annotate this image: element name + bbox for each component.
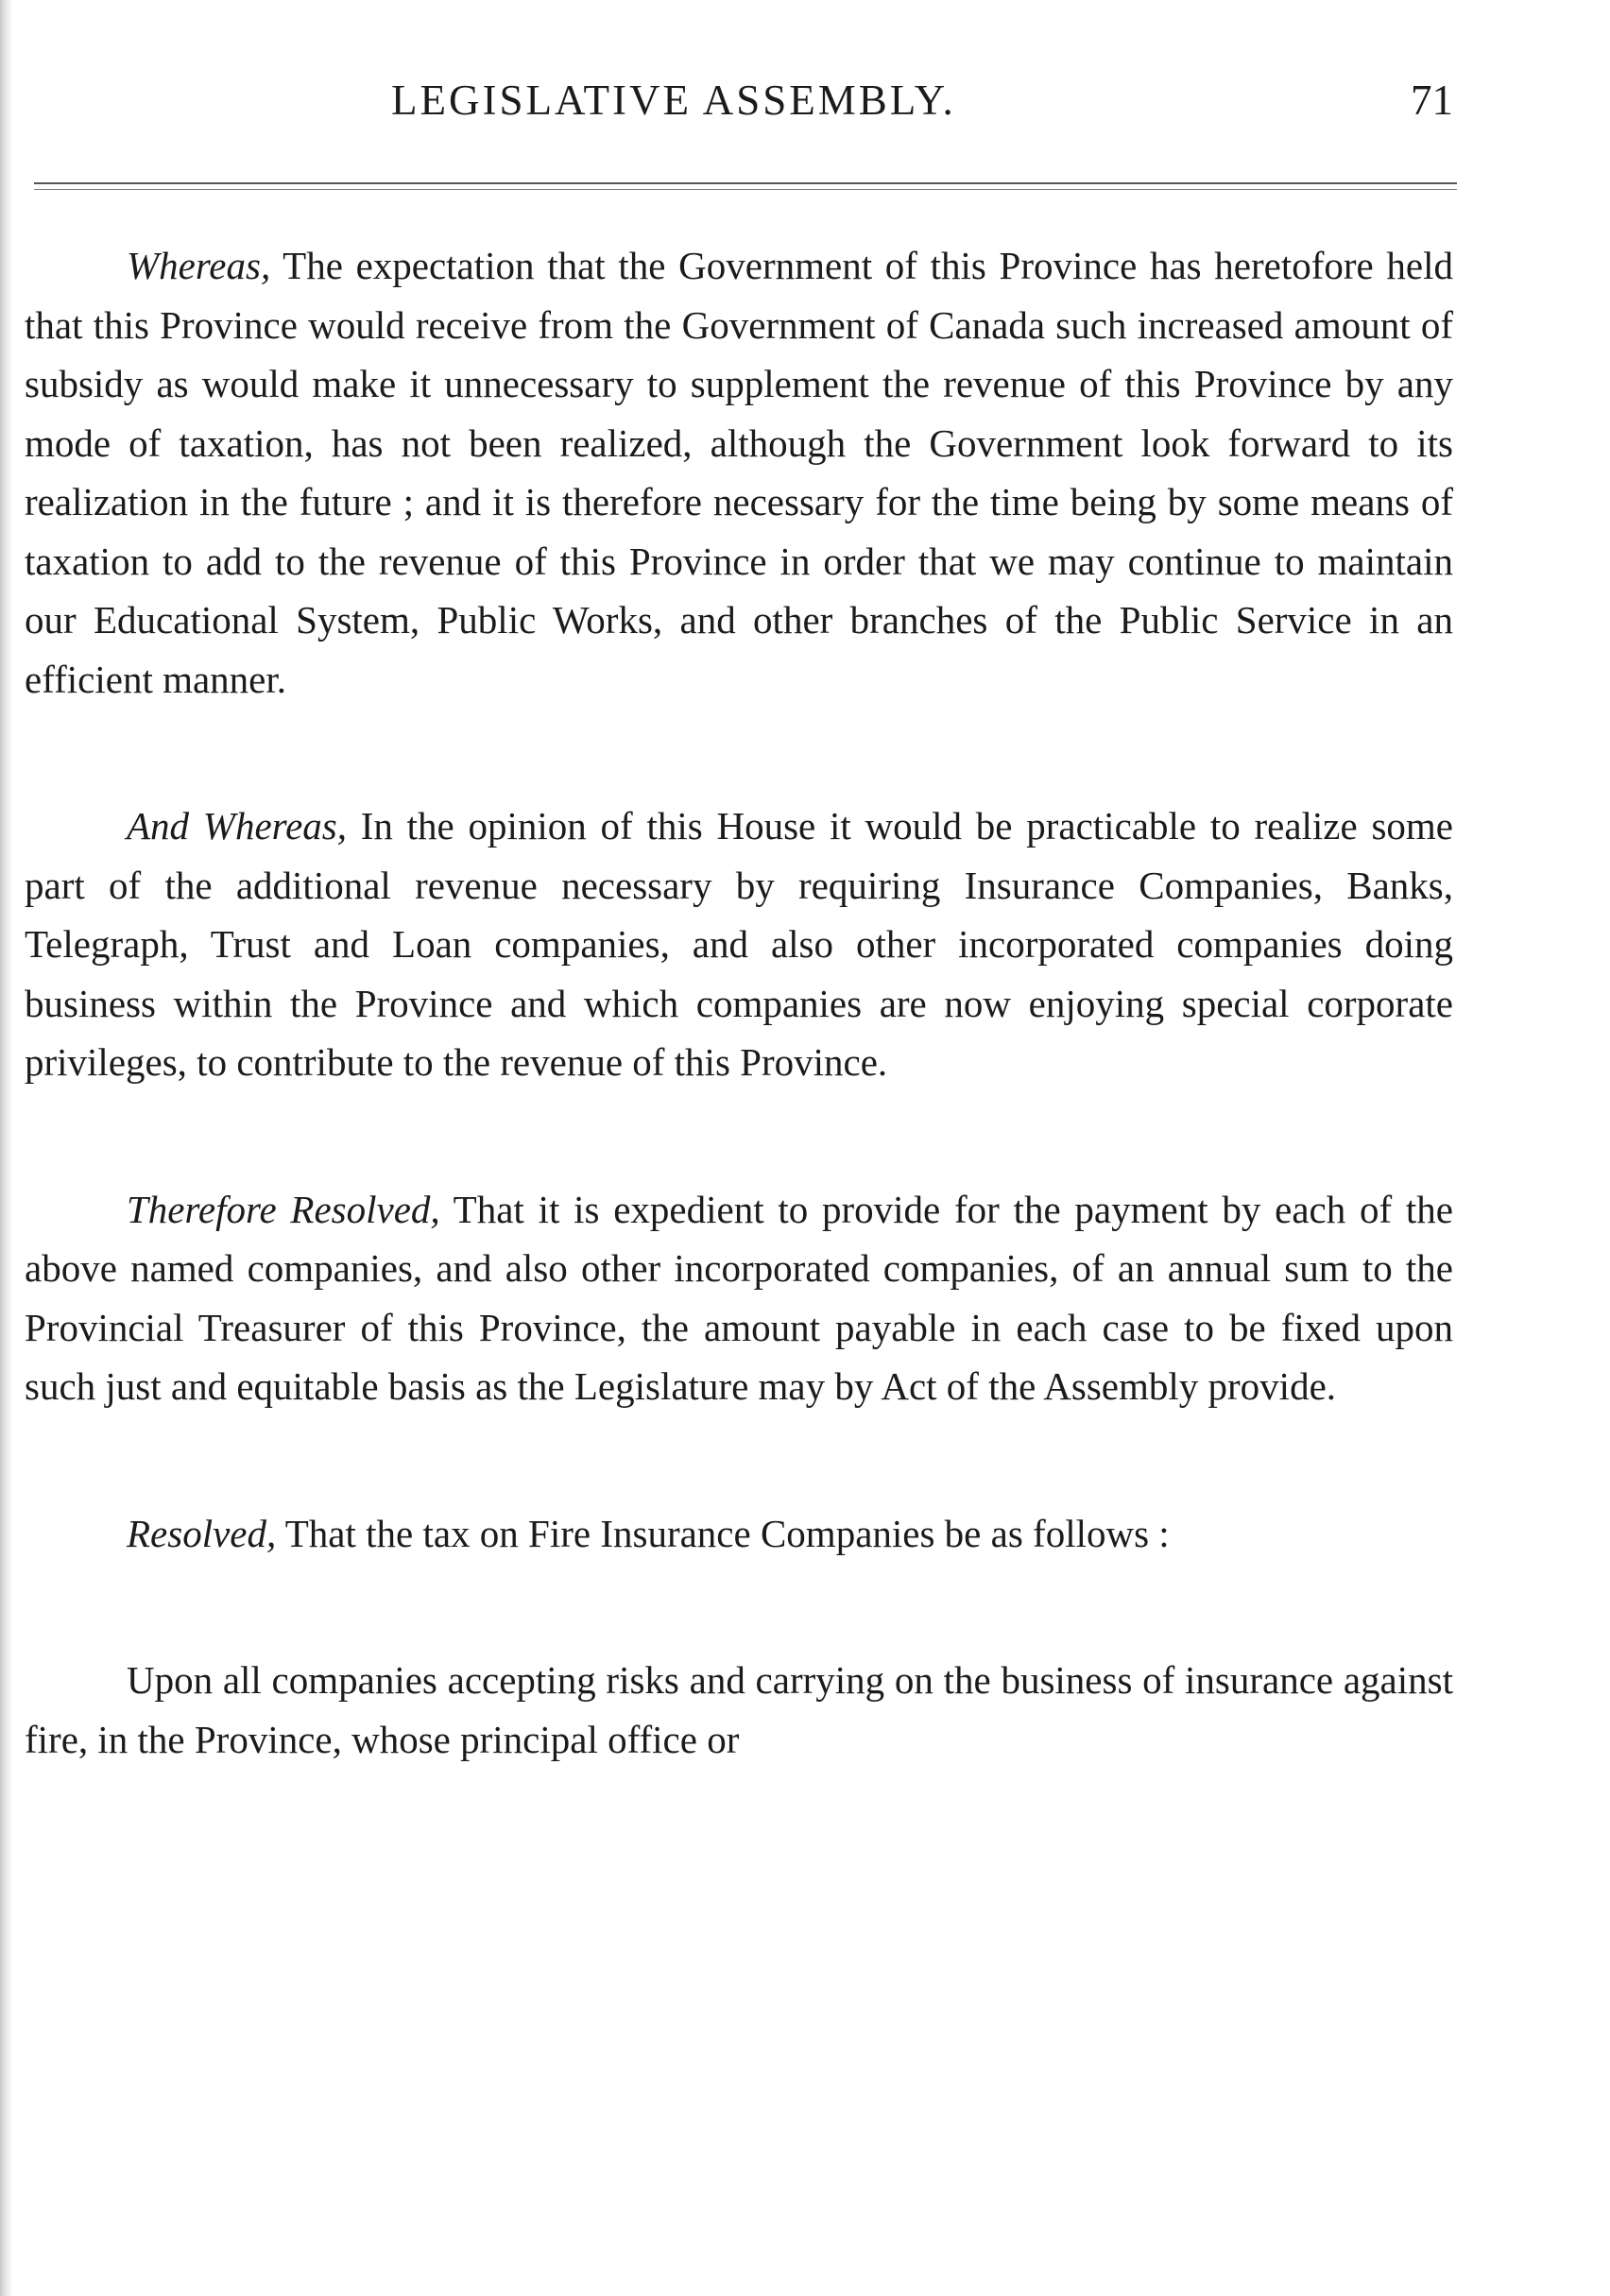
header-rule <box>34 182 1457 184</box>
body-text <box>25 236 1453 1769</box>
paragraph-lead: Therefore Resolved, <box>127 1187 440 1231</box>
paragraph-lead: Whereas, <box>127 244 271 287</box>
header-rule-secondary <box>34 189 1457 190</box>
paragraph-lead: And Whereas, <box>127 804 347 848</box>
running-title: LEGISLATIVE ASSEMBLY. <box>391 77 956 124</box>
paragraph-lead: Resolved, <box>127 1511 277 1555</box>
page-binding-edge <box>0 0 13 2296</box>
paragraph-text: Upon all companies accepting risks and carrying on the business of insurance against fire, in the Province, whose principal office or <box>25 1658 1453 1761</box>
paragraph-text: In the opinion of this House it would be practicable to realize some part of the additional revenue necessary by requiring Insurance Companies, Banks, Telegraph, Trust and Loan companies, and also other incorporated companies doing business within the Province and which companies are now enjoying special corporate privileges, to contribute to the revenue of this Province. <box>25 804 1454 1084</box>
page-header <box>25 76 1453 142</box>
paragraph-text: That it is expedient to provide for the payment by each of the above named companies, and also other incorporated companies, of an annual sum to the Provincial Treasurer of this Province, the amount payable in each case to be fixed upon such just and equitable basis as the Legislature may by Act of the Assembly provide. <box>25 1187 1453 1408</box>
paragraph-therefore-resolved <box>25 1180 1453 1416</box>
paragraph-text: The expectation that the Government of this Province has heretofore held that this Province would receive from the Government of Canada such increased amount of subsidy as would make it unnecessary to supplement the revenue of this Province by any mode of taxation, has not been realized, although the Government look forward to its realization in the future ; and it is therefore necessary for the time being by some means of taxation to add to the revenue of this Province in order that we may continue to maintain our Educational System, Public Works, and other branches of the Public Service in an efficient manner. <box>25 244 1453 701</box>
paragraph-resolved <box>25 1504 1453 1564</box>
paragraph-fire-insurance-tax <box>25 1651 1453 1769</box>
paragraph-and-whereas <box>25 797 1453 1092</box>
paragraph-whereas <box>25 236 1453 709</box>
page-number: 71 <box>1411 77 1453 124</box>
paragraph-text: That the tax on Fire Insurance Companies be as follows : <box>276 1511 1170 1555</box>
